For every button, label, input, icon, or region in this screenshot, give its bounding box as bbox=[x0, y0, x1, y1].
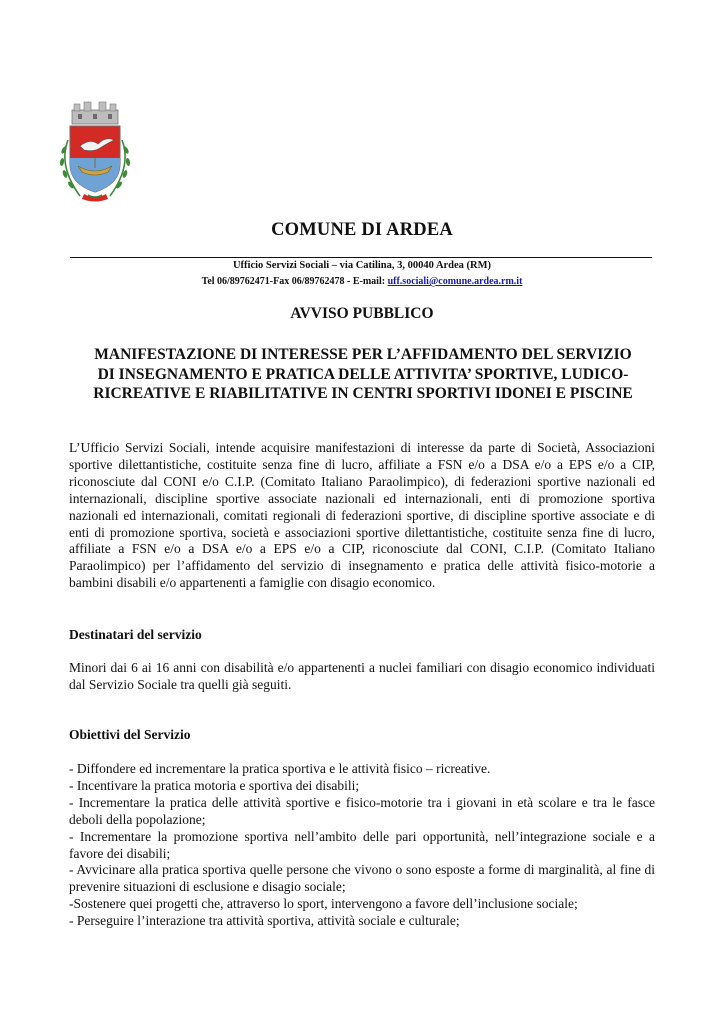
notice-label: AVVISO PUBBLICO bbox=[290, 305, 434, 322]
recipients-paragraph: Minori dai 6 ai 16 anni con disabilità e/o appartenenti a nuclei familiari con disagio economico individuati dal Servizio Sociale tra quelli già seguiti. bbox=[69, 660, 655, 692]
list-item: - Incentivare la pratica motoria e sportiva dei disabili; bbox=[69, 777, 360, 793]
list-item: -Sostenere quei progetti che, attraverso lo sport, intervengono a favore dell’inclusione sociale; bbox=[69, 896, 578, 912]
objectives-list bbox=[69, 761, 655, 930]
header-divider bbox=[70, 257, 652, 258]
email-link[interactable]: uff.sociali@comune.ardea.rm.it bbox=[387, 276, 523, 287]
list-item: - Diffondere ed incrementare la pratica sportiva e le attività fisico – ricreative. bbox=[69, 761, 491, 776]
list-item: - Incrementare la pratica delle attività sportive e fisico-motorie tra i giovani in età scolare e tra le fasce deboli della popolazione; bbox=[69, 794, 655, 827]
list-item: - Avvicinare alla pratica sportiva quelle persone che vivono o sono esposte a forme di marginalità, al fine di prevenire situazioni di esclusione e disagio sociale; bbox=[69, 862, 655, 895]
page-title: COMUNE DI ARDEA bbox=[271, 220, 453, 240]
list-item: - Incrementare la promozione sportiva nell’ambito delle pari opportunità, nell’integrazione sociale e a favore dei disabili; bbox=[69, 828, 655, 861]
recipients-title: Destinatari del servizio bbox=[69, 627, 202, 642]
list-item: - Perseguire l’interazione tra attività sportiva, attività sociale e culturale; bbox=[69, 913, 460, 929]
phone-fax-text: Tel 06/89762471-Fax 06/89762478 - E-mail: bbox=[201, 276, 388, 287]
coat-of-arms-icon bbox=[50, 100, 140, 208]
intro-paragraph: L’Ufficio Servizi Sociali, intende acquisire manifestazioni di interesse da parte di Società, Associazioni sportive dilettantistiche, costituite senza fine di lucro, affiliate a FSN e/o a DSA e/o a EPS e/o a CIP, riconosciute dal CONI e/o C.I.P. (Comitato Italiano Paraolimpico), di federazioni sportive nazionali ed internazionali, discipline sportive associate nazionali ed internazionali, enti di promozione sportiva nazionali ed internazionali, comitati regionali di federazioni sportive, di discipline sportive associate e di enti di promozione sportiva, società e associazioni sportive dilettantistiche, costituite senza fine di lucro, affiliate a FSN e/o a DSA e/o a EPS e/o a CIP, riconosciute dal CONI, C.I.P. (Comitato Italiano Paraolimpico) per l’affidamento del servizio di insegnamento e pratica delle attività fisico-motorie a bambini disabili e/o appartenenti a famiglie con disagio economico. bbox=[69, 440, 655, 591]
office-contacts bbox=[0, 276, 724, 287]
notice-heading: MANIFESTAZIONE DI INTERESSE PER L’AFFIDAMENTO DEL SERVIZIO DI INSEGNAMENTO E PRATICA DELLE ATTIVITA’ SPORTIVE, LUDICO-RICREATIVE E RIABILITATIVE IN CENTRI SPORTIVI IDONEI E PISCINE bbox=[93, 346, 633, 402]
objectives-title: Obiettivi del Servizio bbox=[69, 727, 191, 742]
office-address: Ufficio Servizi Sociali – via Catilina, 3, 00040 Ardea (RM) bbox=[232, 260, 492, 271]
